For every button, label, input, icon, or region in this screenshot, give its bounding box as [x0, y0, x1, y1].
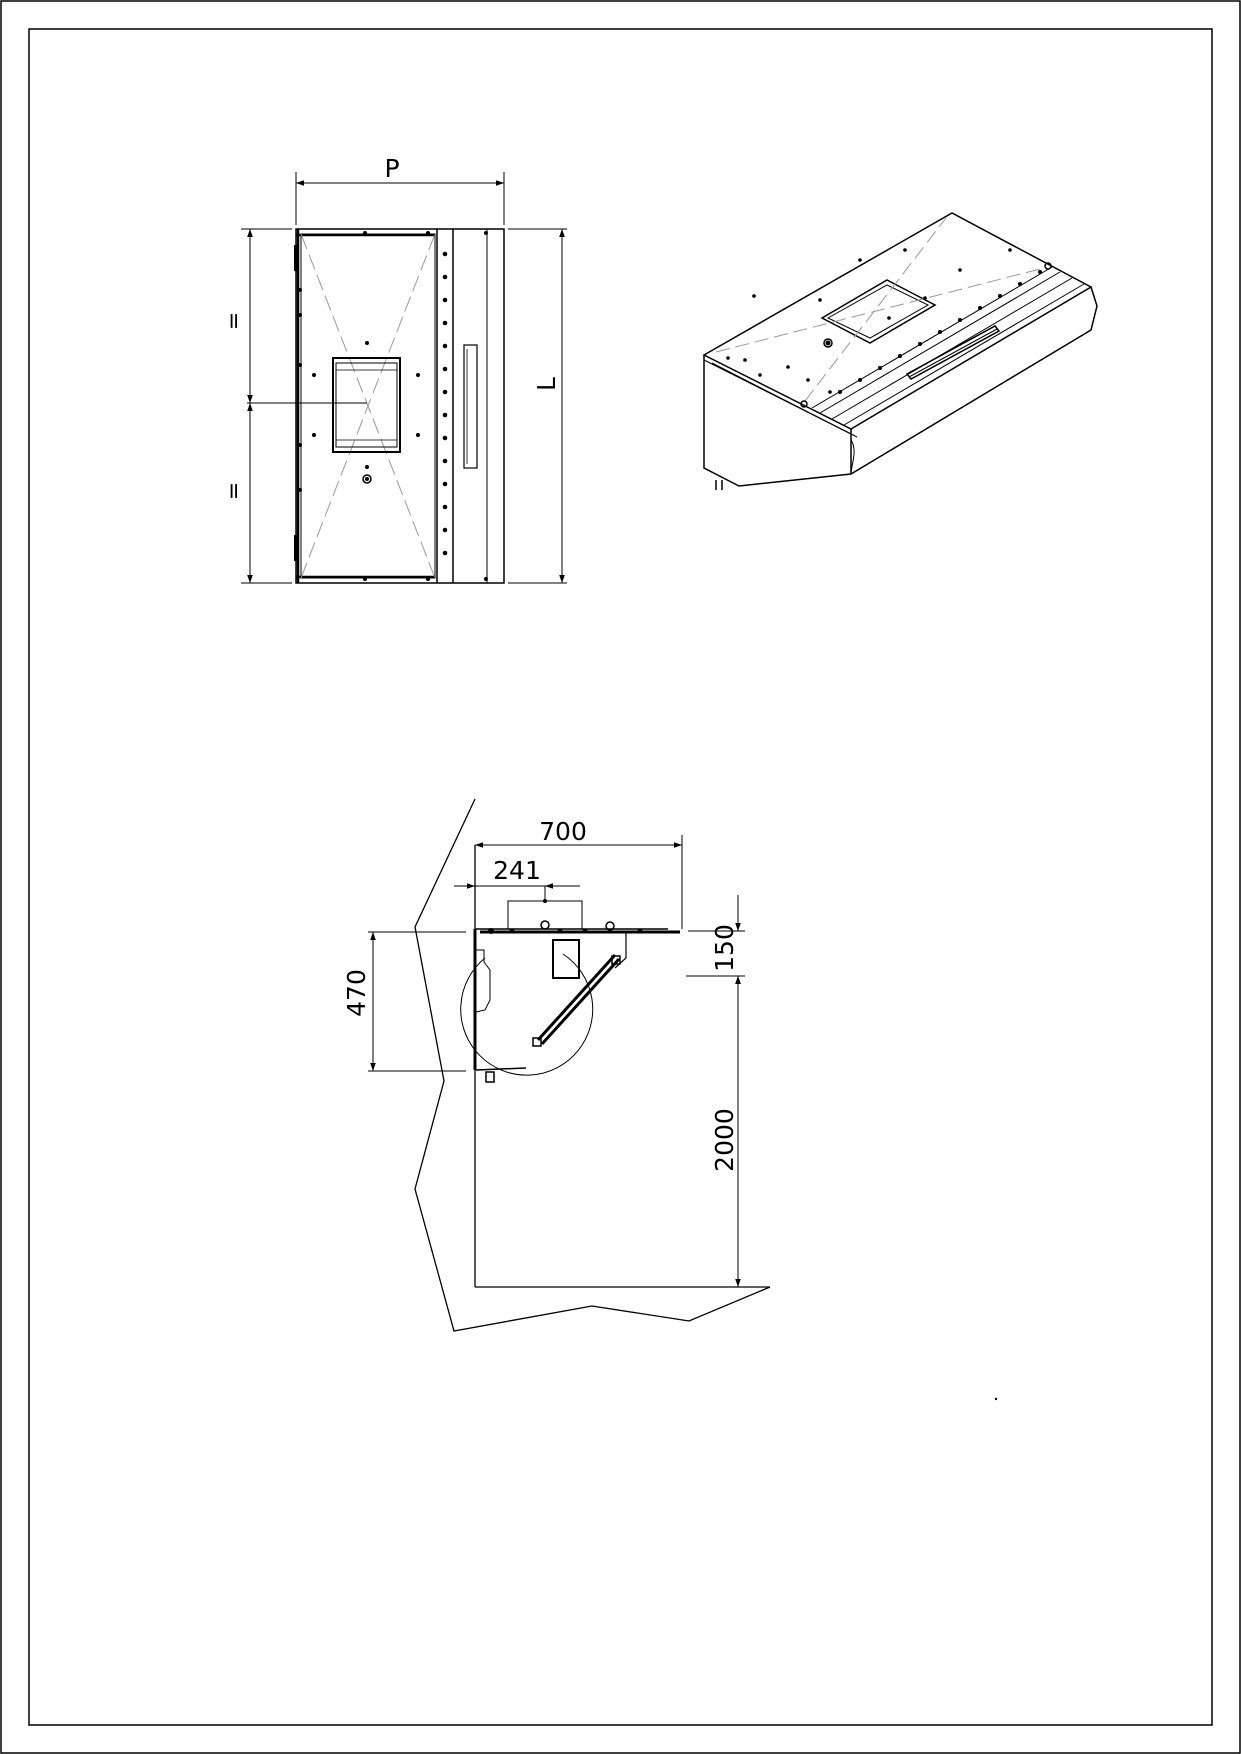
- isometric-view: [704, 213, 1097, 490]
- dimension-p: P: [384, 154, 400, 183]
- dimension-241: 241: [493, 856, 541, 885]
- outer-border: [1, 1, 1240, 1753]
- dimension-equal-lower: =: [222, 481, 247, 501]
- side-view-dimensions: [368, 835, 745, 1287]
- dimension-l: L: [532, 377, 561, 391]
- dimension-470: 470: [342, 969, 371, 1017]
- dimension-2000: 2000: [710, 1108, 739, 1172]
- top-view-screws: [298, 231, 488, 581]
- dimension-equal-upper: =: [222, 311, 247, 331]
- dimension-150: 150: [710, 924, 739, 972]
- side-view: [415, 799, 770, 1331]
- side-view-details: [488, 899, 997, 1400]
- dimension-700: 700: [539, 817, 587, 846]
- top-view: [294, 229, 504, 583]
